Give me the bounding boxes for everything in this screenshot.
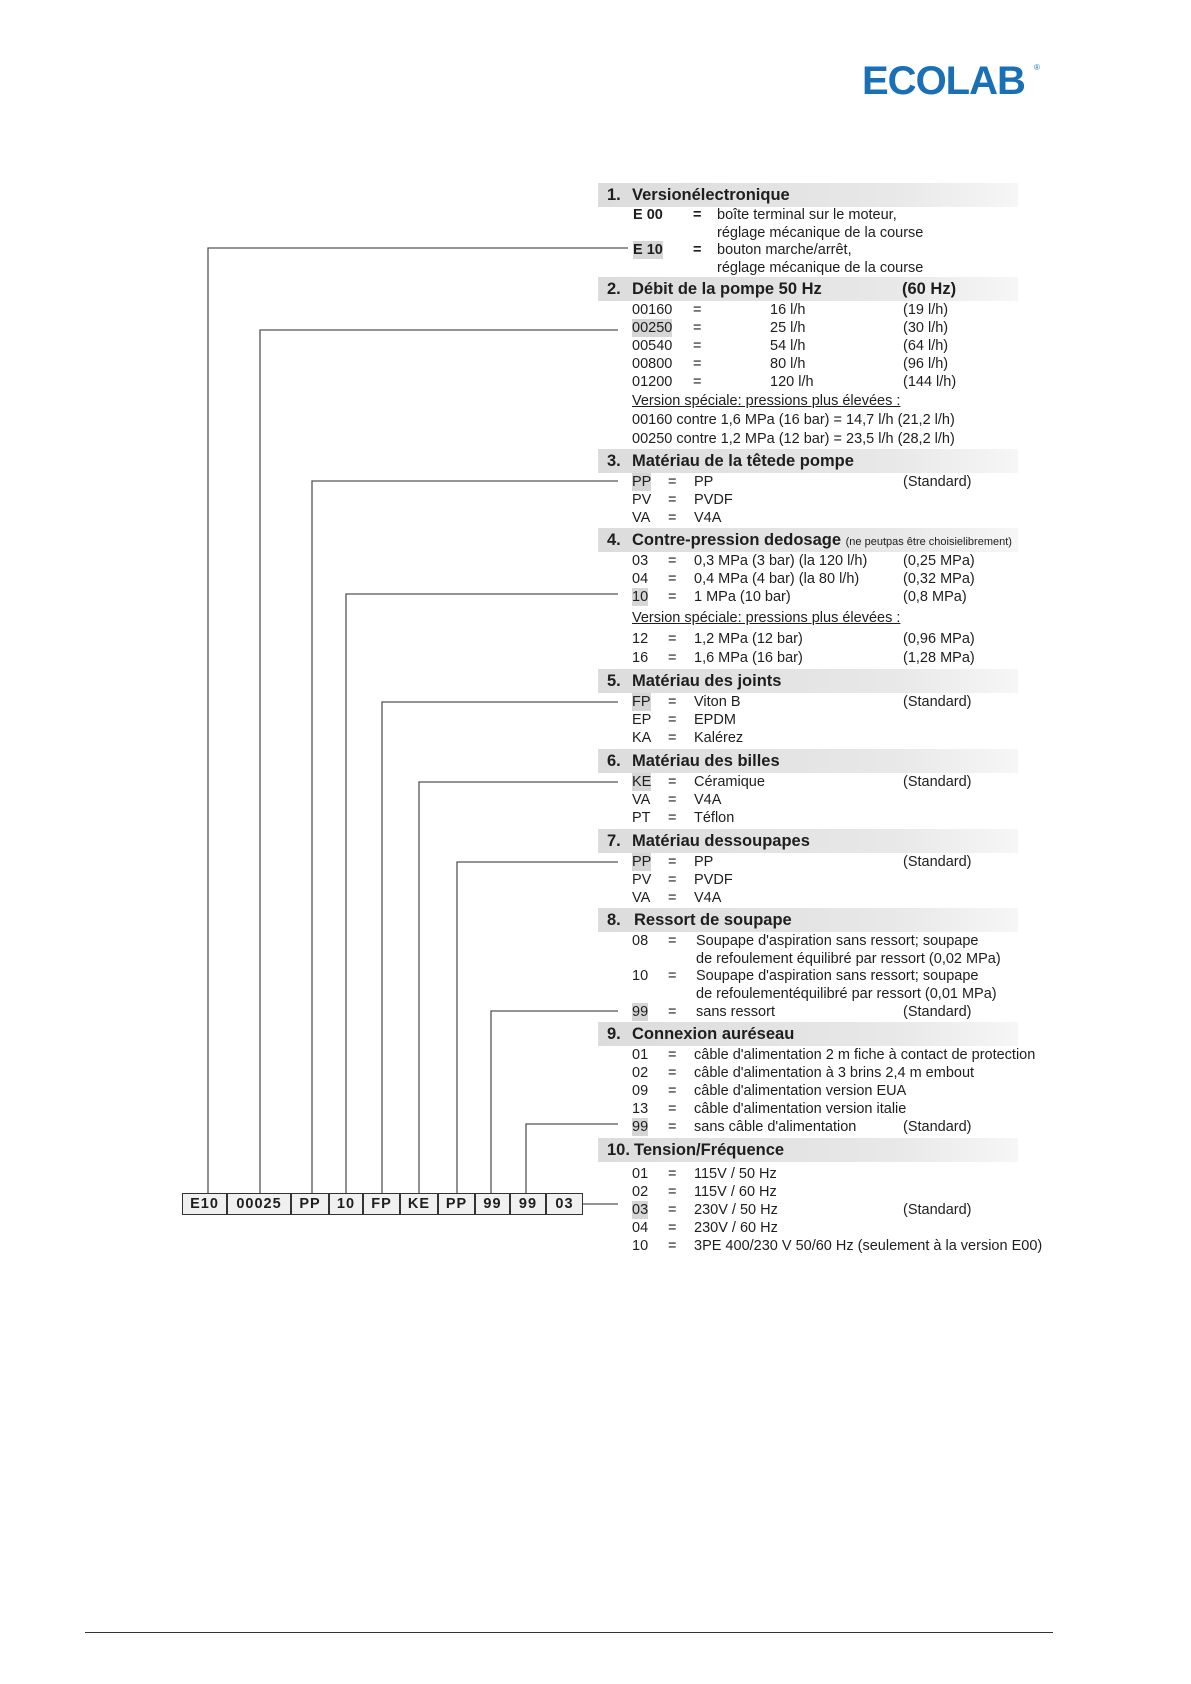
- s4-special2-desc: 1,6 MPa (16 bar): [694, 650, 803, 666]
- s4-special2-code: 16: [632, 650, 649, 666]
- section-7-title: Matériau dessoupapes: [632, 832, 810, 850]
- s2-row1-code: 00160: [632, 302, 673, 318]
- s6-row2-eq: =: [668, 792, 677, 808]
- s10-row2-code: 02: [632, 1184, 649, 1200]
- s10-row3-code: 03: [632, 1202, 649, 1218]
- section-4-title: [632, 530, 1012, 552]
- s3-row3-code: VA: [632, 510, 651, 526]
- s4-row2-code: 04: [632, 571, 649, 587]
- connector-4: [346, 594, 618, 1193]
- s8-row2-desc: Soupape d'aspiration sans ressort; soupape: [696, 968, 979, 984]
- s6-row1-desc: Céramique: [694, 774, 765, 790]
- s5-row1-std: (Standard): [903, 694, 972, 710]
- s1-row1-desc: boîte terminal sur le moteur,: [717, 207, 897, 223]
- s9-row5-eq: =: [668, 1119, 677, 1135]
- s8-row3-desc: sans ressort: [696, 1004, 775, 1020]
- s8-row1-code: 08: [632, 933, 649, 949]
- s10-row2-desc: 115V / 60 Hz: [694, 1184, 777, 1200]
- s4-special-heading: Version spéciale: pressions plus élevées :: [632, 610, 901, 626]
- section-5-number: 5.: [607, 672, 621, 690]
- s10-row4-eq: =: [668, 1220, 677, 1236]
- section-5-title: Matériau des joints: [632, 672, 782, 690]
- s5-row2-desc: EPDM: [694, 712, 736, 728]
- section-2-number: 2.: [607, 280, 621, 298]
- s9-row4-code: 13: [632, 1101, 649, 1117]
- s6-row1-code: KE: [632, 774, 652, 790]
- s4-row1-code: 03: [632, 553, 649, 569]
- s5-row2-code: EP: [632, 712, 652, 728]
- s9-row4-eq: =: [668, 1101, 677, 1117]
- code-box-flow: 00025: [227, 1193, 291, 1215]
- s2-row1-alt: (19 l/h): [903, 302, 949, 318]
- s5-row1-code: FP: [632, 694, 651, 710]
- s2-special-heading: Version spéciale: pressions plus élevées :: [632, 393, 901, 409]
- s4-row2-alt: (0,32 MPa): [903, 571, 975, 587]
- s3-row3-desc: V4A: [694, 510, 722, 526]
- s8-row3-eq: =: [668, 1004, 677, 1020]
- s7-row3-desc: V4A: [694, 890, 722, 906]
- s4-row3-eq: =: [668, 589, 677, 605]
- s6-row2-desc: V4A: [694, 792, 722, 808]
- s10-row4-code: 04: [632, 1220, 649, 1236]
- s2-special-line-2: 00250 contre 1,2 MPa (12 bar) = 23,5 l/h (28,2 l/h): [632, 431, 955, 447]
- code-box-valves: PP: [438, 1193, 475, 1215]
- section-2-title: Débit de la pompe 50 Hz: [632, 280, 822, 298]
- s3-row1-desc: PP: [694, 474, 714, 490]
- s1-row2-desc2: réglage mécanique de la course: [717, 260, 924, 276]
- section-3-number: 3.: [607, 452, 621, 470]
- s7-row1-code: PP: [632, 854, 652, 870]
- s4-special1-eq: =: [668, 631, 677, 647]
- s7-row2-eq: =: [668, 872, 677, 888]
- section-9-title: Connexion auréseau: [632, 1025, 795, 1043]
- s1-row1-desc2: réglage mécanique de la course: [717, 225, 924, 241]
- s3-row1-std: (Standard): [903, 474, 972, 490]
- code-box-spring: 99: [475, 1193, 510, 1215]
- section-4-title-text: Contre-pression dedosage: [632, 531, 842, 549]
- s1-row2-code: E 10: [633, 242, 663, 258]
- s3-row2-eq: =: [668, 492, 677, 508]
- s6-row1-std: (Standard): [903, 774, 972, 790]
- s10-row3-eq: =: [668, 1202, 677, 1218]
- s9-row3-eq: =: [668, 1083, 677, 1099]
- connector-6: [419, 782, 618, 1193]
- s4-row2-eq: =: [668, 571, 677, 587]
- section-3-title: Matériau de la têtede pompe: [632, 452, 854, 470]
- code-box-seals: FP: [363, 1193, 400, 1215]
- s8-row1-eq: =: [668, 933, 677, 949]
- s6-row3-code: PT: [632, 810, 651, 826]
- s6-row3-eq: =: [668, 810, 677, 826]
- s4-special2-alt: (1,28 MPa): [903, 650, 975, 666]
- s2-row1-eq: =: [693, 302, 702, 318]
- s2-row3-val: 54 l/h: [770, 338, 806, 354]
- s4-special1-alt: (0,96 MPa): [903, 631, 975, 647]
- s2-row2-eq: =: [693, 320, 702, 336]
- connector-5: [382, 702, 618, 1193]
- s9-row3-desc: câble d'alimentation version EUA: [694, 1083, 907, 1099]
- s10-row3-std: (Standard): [903, 1202, 972, 1218]
- s9-row1-code: 01: [632, 1047, 649, 1063]
- s10-row5-eq: =: [668, 1238, 677, 1254]
- code-box-voltage: 03: [546, 1193, 583, 1215]
- s10-row5-desc: 3PE 400/230 V 50/60 Hz (seulement à la version E00): [694, 1238, 1043, 1254]
- s8-row1-desc2: de refoulement équilibré par ressort (0,02 MPa): [696, 951, 1001, 967]
- s7-row2-desc: PVDF: [694, 872, 733, 888]
- s8-row2-code: 10: [632, 968, 649, 984]
- s7-row3-eq: =: [668, 890, 677, 906]
- s9-row4-desc: câble d'alimentation version italie: [694, 1101, 907, 1117]
- s4-row1-alt: (0,25 MPa): [903, 553, 975, 569]
- s4-row3-alt: (0,8 MPa): [903, 589, 967, 605]
- s10-row4-desc: 230V / 60 Hz: [694, 1220, 778, 1236]
- footer-rule: [85, 1632, 1053, 1633]
- connector-7: [457, 862, 618, 1193]
- s1-row2-eq: =: [693, 242, 702, 258]
- s4-special1-desc: 1,2 MPa (12 bar): [694, 631, 803, 647]
- section-8-title: Ressort de soupape: [634, 911, 792, 929]
- s9-row5-code: 99: [632, 1119, 649, 1135]
- s4-special2-eq: =: [668, 650, 677, 666]
- svg-text:ECOLAB: ECOLAB: [862, 60, 1025, 100]
- s9-row3-code: 09: [632, 1083, 649, 1099]
- section-4-title-note: (ne peutpas être choisielibrement): [845, 536, 1012, 548]
- s2-row2-alt: (30 l/h): [903, 320, 949, 336]
- s2-row3-code: 00540: [632, 338, 673, 354]
- s4-row3-code: 10: [632, 589, 649, 605]
- s2-row2-code: 00250: [632, 320, 673, 336]
- s7-row2-code: PV: [632, 872, 652, 888]
- s2-special-line-1: 00160 contre 1,6 MPa (16 bar) = 14,7 l/h (21,2 l/h): [632, 412, 955, 428]
- s7-row1-std: (Standard): [903, 854, 972, 870]
- s2-row3-eq: =: [693, 338, 702, 354]
- section-10-number: 10.: [607, 1141, 630, 1159]
- s5-row2-eq: =: [668, 712, 677, 728]
- s2-row5-code: 01200: [632, 374, 673, 390]
- s2-row4-alt: (96 l/h): [903, 356, 949, 372]
- s4-row3-desc: 1 MPa (10 bar): [694, 589, 791, 605]
- s4-row1-desc: 0,3 MPa (3 bar) (la 120 l/h): [694, 553, 868, 569]
- s6-row3-desc: Téflon: [694, 810, 735, 826]
- s8-row2-eq: =: [668, 968, 677, 984]
- code-box-mains: 99: [510, 1193, 546, 1215]
- s9-row1-eq: =: [668, 1047, 677, 1063]
- connector-2: [260, 330, 618, 1193]
- code-box-backpressure: 10: [329, 1193, 363, 1215]
- s2-row1-val: 16 l/h: [770, 302, 806, 318]
- section-8-number: 8.: [607, 911, 621, 929]
- s4-row1-eq: =: [668, 553, 677, 569]
- section-6-number: 6.: [607, 752, 621, 770]
- s2-row3-alt: (64 l/h): [903, 338, 949, 354]
- section-9-number: 9.: [607, 1025, 621, 1043]
- s9-row2-code: 02: [632, 1065, 649, 1081]
- s9-row5-desc: sans câble d'alimentation: [694, 1119, 857, 1135]
- s8-row1-desc: Soupape d'aspiration sans ressort; soupape: [696, 933, 979, 949]
- s2-row5-eq: =: [693, 374, 702, 390]
- s2-row2-val: 25 l/h: [770, 320, 806, 336]
- section-6-title: Matériau des billes: [632, 752, 780, 770]
- s5-row1-desc: Viton B: [694, 694, 741, 710]
- s10-row1-code: 01: [632, 1166, 649, 1182]
- s5-row3-eq: =: [668, 730, 677, 746]
- connector-1: [208, 248, 628, 1193]
- s8-row2-desc2: de refoulementéquilibré par ressort (0,01 MPa): [696, 986, 997, 1002]
- s3-row1-eq: =: [668, 474, 677, 490]
- section-10-title: Tension/Fréquence: [634, 1141, 785, 1159]
- connector-3: [312, 481, 618, 1193]
- s5-row3-desc: Kalérez: [694, 730, 744, 746]
- s10-row1-eq: =: [668, 1166, 677, 1182]
- section-4-number: 4.: [607, 531, 621, 549]
- s2-row4-val: 80 l/h: [770, 356, 806, 372]
- s10-row2-eq: =: [668, 1184, 677, 1200]
- s7-row3-code: VA: [632, 890, 651, 906]
- s10-row5-code: 10: [632, 1238, 649, 1254]
- s4-row2-desc: 0,4 MPa (4 bar) (la 80 l/h): [694, 571, 860, 587]
- s2-row5-val: 120 l/h: [770, 374, 814, 390]
- s6-row1-eq: =: [668, 774, 677, 790]
- s4-special1-code: 12: [632, 631, 649, 647]
- s5-row1-eq: =: [668, 694, 677, 710]
- s10-row1-desc: 115V / 50 Hz: [694, 1166, 777, 1182]
- section-1-number: 1.: [607, 186, 621, 204]
- s1-row1-eq: =: [693, 207, 702, 223]
- s9-row5-std: (Standard): [903, 1119, 972, 1135]
- svg-text:®: ®: [1034, 63, 1040, 72]
- s7-row1-eq: =: [668, 854, 677, 870]
- s7-row1-desc: PP: [694, 854, 714, 870]
- section-1-title: Versionélectronique: [632, 186, 790, 204]
- section-7-number: 7.: [607, 832, 621, 850]
- s1-row2-desc: bouton marche/arrêt,: [717, 242, 852, 258]
- s3-row2-code: PV: [632, 492, 652, 508]
- s8-row3-std: (Standard): [903, 1004, 972, 1020]
- s9-row1-desc: câble d'alimentation 2 m fiche à contact de protection: [694, 1047, 1036, 1063]
- s3-row3-eq: =: [668, 510, 677, 526]
- s8-row3-code: 99: [632, 1004, 649, 1020]
- code-box-version: E10: [182, 1193, 227, 1215]
- s3-row2-desc: PVDF: [694, 492, 733, 508]
- code-box-balls: KE: [400, 1193, 438, 1215]
- s10-row3-desc: 230V / 50 Hz: [694, 1202, 778, 1218]
- s2-row5-alt: (144 l/h): [903, 374, 957, 390]
- s2-row4-code: 00800: [632, 356, 673, 372]
- s3-row1-code: PP: [632, 474, 652, 490]
- code-box-head-material: PP: [291, 1193, 329, 1215]
- s9-row2-eq: =: [668, 1065, 677, 1081]
- s2-row4-eq: =: [693, 356, 702, 372]
- s9-row2-desc: câble d'alimentation à 3 brins 2,4 m embout: [694, 1065, 975, 1081]
- section-2-title-alt: (60 Hz): [902, 280, 957, 298]
- s5-row3-code: KA: [632, 730, 652, 746]
- s6-row2-code: VA: [632, 792, 651, 808]
- s1-row1-code: E 00: [633, 207, 663, 223]
